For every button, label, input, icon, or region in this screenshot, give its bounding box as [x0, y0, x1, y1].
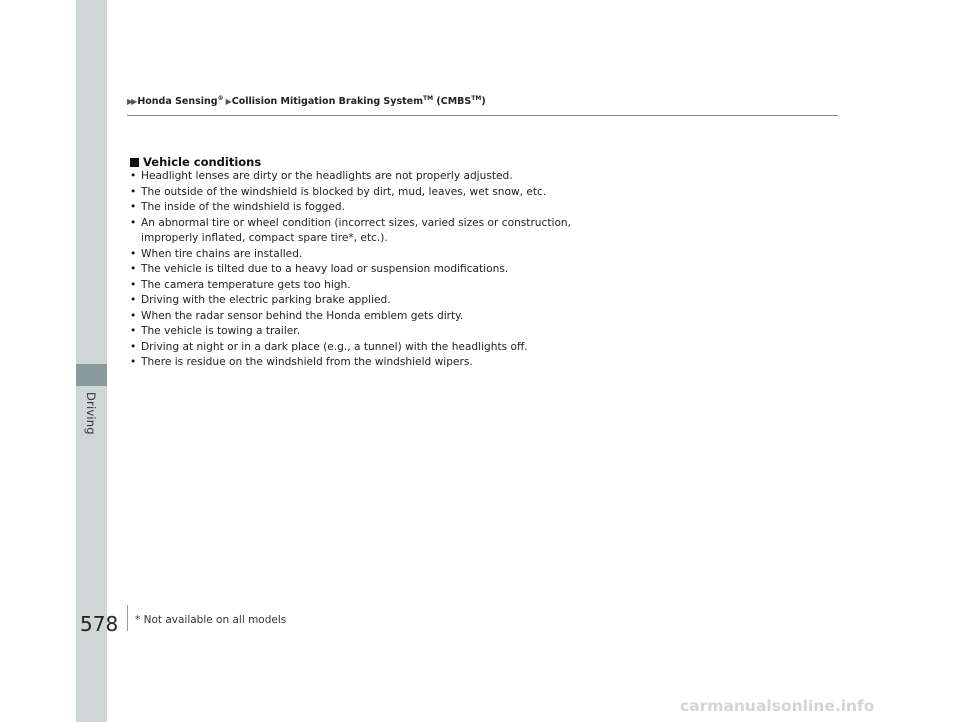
breadcrumb-item-honda-sensing[interactable]: Honda Sensing® — [137, 95, 224, 108]
list-item: • There is residue on the windshield from the windshield wipers. — [130, 355, 571, 371]
breadcrumb-arrow-icon: ▶ — [225, 96, 230, 106]
footnote: * Not available on all models — [135, 614, 287, 626]
list-item: • When tire chains are installed. — [130, 247, 571, 263]
page-number: 578 — [80, 612, 119, 636]
section-heading: Vehicle conditions — [130, 155, 261, 169]
list-item: • The outside of the windshield is blocked by dirt, mud, leaves, wet snow, etc. — [130, 185, 571, 201]
list-item: • The inside of the windshield is fogged. — [130, 200, 571, 216]
list-item: • When the radar sensor behind the Honda emblem gets dirty. — [130, 309, 571, 325]
list-item: • An abnormal tire or wheel condition (incorrect sizes, varied sizes or construction, — [130, 216, 571, 232]
list-item: • The camera temperature gets too high. — [130, 278, 571, 294]
sidebar-section-label: Driving — [84, 392, 98, 435]
list-item: • Driving at night or in a dark place (e.g., a tunnel) with the headlights off. — [130, 340, 571, 356]
breadcrumb-arrow-icon: ▶▶ — [127, 96, 136, 106]
breadcrumb-item-cmbs[interactable]: Collision Mitigation Braking System™ (CMBS™) — [231, 95, 486, 108]
list-item: • The vehicle is towing a trailer. — [130, 324, 571, 340]
header-divider — [127, 115, 838, 116]
breadcrumb — [127, 95, 488, 107]
list-item: • Driving with the electric parking brake applied. — [130, 293, 571, 309]
footer-divider — [127, 605, 128, 631]
condition-list — [130, 169, 571, 371]
watermark: carmanualsonline.info — [680, 697, 875, 715]
list-item-continuation: improperly inflated, compact spare tire*, etc.). — [141, 232, 388, 244]
sidebar-tab-marker — [76, 364, 107, 386]
list-item: • The vehicle is tilted due to a heavy load or suspension modifications. — [130, 262, 571, 278]
square-bullet-icon — [130, 158, 139, 167]
list-item: • Headlight lenses are dirty or the headlights are not properly adjusted. — [130, 169, 571, 185]
